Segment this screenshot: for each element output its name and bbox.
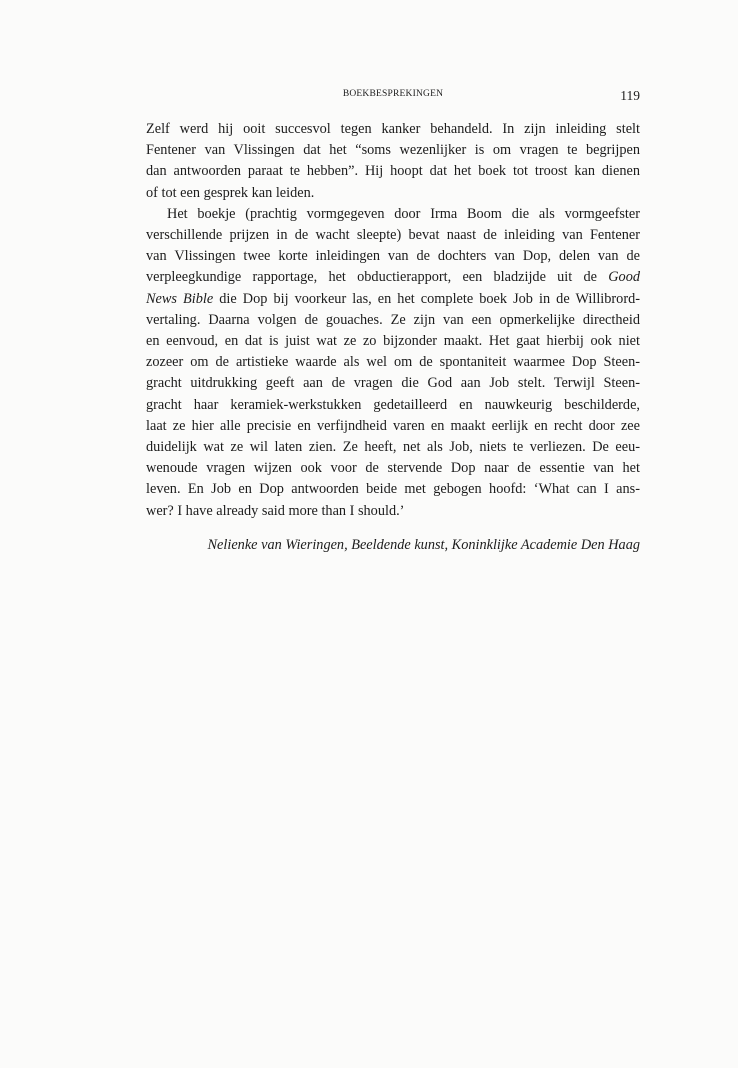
text-line: zozeer om de artistieke waarde als wel om de spontaniteit waarmee Dop Steen- — [146, 354, 640, 371]
page-number: 119 — [620, 88, 640, 103]
text-line: leven. En Job en Dop antwoorden beide met gebogen hoofd: ‘What can I ans- — [146, 481, 640, 498]
text-line: Fentener van Vlissingen dat het “soms wezenlijker is om vragen te begrijpen — [146, 142, 640, 159]
text-line: vertaling. Daarna volgen de gouaches. Ze zijn van een opmerkelijke directheid — [146, 311, 640, 328]
paragraph-2 — [146, 204, 640, 522]
text-line: verschillende prijzen in de wacht sleepte) bevat naast de inleiding van Fentener — [146, 227, 640, 244]
text-line: gracht uitdrukking geeft aan de vragen die God aan Job stelt. Terwijl Steen- — [146, 375, 640, 392]
paragraph-1 — [146, 119, 640, 204]
text-line: van Vlissingen twee korte inleidingen van de dochters van Dop, delen van de — [146, 248, 640, 265]
text-line: duidelijk wat ze wil laten zien. Ze heeft, net als Job, niets te verliezen. De eeu- — [146, 439, 640, 456]
text-run: verpleegkundige rapportage, het obductierapport, een bladzijde uit de — [146, 269, 597, 286]
text-line: dan antwoorden paraat te hebben”. Hij hoopt dat het boek tot troost kan dienen — [146, 163, 640, 180]
book-title-italic: Good — [608, 269, 640, 286]
text-line: wenoude vragen wijzen ook voor de stervende Dop naar de essentie van het — [146, 460, 640, 477]
text-line: en eenvoud, en dat is juist wat ze zo bijzonder maakt. Het gaat hierbij ook niet — [146, 333, 640, 350]
book-title-italic: News Bible — [146, 290, 214, 307]
text-line: Zelf werd hij ooit succesvol tegen kanker behandeld. In zijn inleiding stelt — [146, 121, 640, 137]
text-line: laat ze hier alle precisie en verfijndheid varen en maakt eerlijk en recht door zee — [146, 417, 640, 434]
text-line: wer? I have already said more than I should.’ — [146, 502, 405, 519]
text-line: Het boekje (prachtig vormgegeven door Irma Boom die als vormgeefster — [167, 205, 640, 222]
text-run: die Dop bij voorkeur las, en het complete boek Job in de Willibrord- — [219, 290, 640, 307]
text-line: of tot een gesprek kan leiden. — [146, 184, 315, 201]
text-line: gracht haar keramiek-werkstukken gedetailleerd en nauwkeurig beschilderde, — [146, 396, 640, 413]
review-body — [146, 119, 640, 522]
text-line — [146, 267, 640, 288]
section-title: BOEKBESPREKINGEN — [342, 89, 444, 99]
text-line — [146, 289, 640, 310]
author-signature: Nelienke van Wieringen, Beeldende kunst, Koninklijke Academie Den Haag — [207, 537, 640, 553]
running-head — [146, 88, 640, 104]
